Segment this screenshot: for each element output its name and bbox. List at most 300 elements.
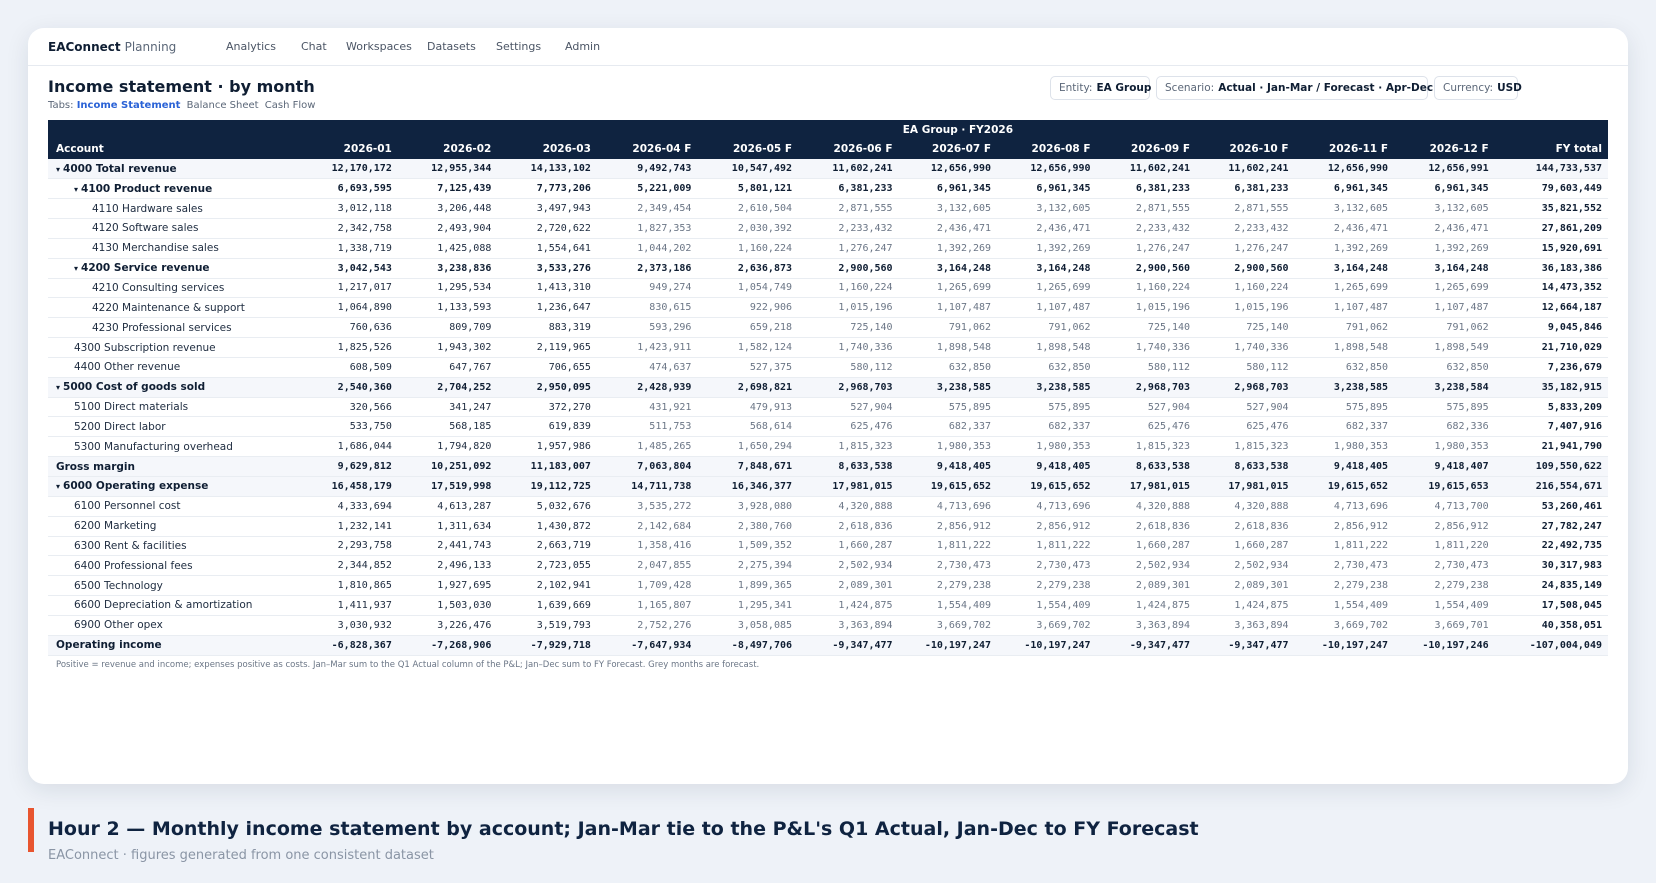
- value-cell: 4,713,696: [997, 496, 1097, 516]
- value-cell: 3,164,248: [1394, 258, 1495, 278]
- value-cell: 1,509,352: [697, 536, 798, 556]
- value-cell: 10,547,492: [697, 159, 798, 179]
- table-row[interactable]: [48, 516, 1608, 536]
- value-cell: 22,492,735: [1495, 536, 1608, 556]
- value-cell: 1,392,269: [1394, 238, 1495, 258]
- table-row[interactable]: [48, 536, 1608, 556]
- account-label: 4110 Hardware sales: [92, 202, 203, 215]
- table-row[interactable]: [48, 417, 1608, 437]
- value-cell: 527,904: [798, 397, 899, 417]
- value-cell: 7,236,679: [1495, 357, 1608, 377]
- value-cell: 632,850: [997, 357, 1097, 377]
- account-label: 4120 Software sales: [92, 222, 199, 235]
- value-cell: -7,647,934: [597, 635, 698, 655]
- value-cell: 625,476: [1196, 417, 1294, 437]
- value-cell: 16,458,179: [308, 477, 398, 497]
- value-cell: 2,900,560: [1196, 258, 1294, 278]
- value-cell: 1,740,336: [1097, 338, 1197, 358]
- table-row[interactable]: [48, 496, 1608, 516]
- value-cell: 5,801,121: [697, 179, 798, 199]
- value-cell: 575,895: [899, 397, 997, 417]
- value-cell: 6,381,233: [1196, 179, 1294, 199]
- value-cell: 10,251,092: [398, 457, 498, 477]
- value-cell: 1,160,224: [697, 238, 798, 258]
- value-cell: 4,713,696: [899, 496, 997, 516]
- value-cell: 6,961,345: [1295, 179, 1395, 199]
- value-cell: 7,773,206: [497, 179, 597, 199]
- value-cell: 1,107,487: [899, 298, 997, 318]
- value-cell: 1,927,695: [398, 576, 498, 596]
- value-cell: 1,686,044: [308, 437, 398, 457]
- value-cell: 2,089,301: [798, 576, 899, 596]
- top-nav: [28, 28, 1628, 66]
- column-header[interactable]: 2026-10 F: [1196, 139, 1294, 159]
- expand-caret-icon[interactable]: ▾: [56, 164, 61, 174]
- value-cell: 9,418,405: [899, 457, 997, 477]
- value-cell: 1,554,409: [1394, 596, 1495, 616]
- table-row[interactable]: [48, 238, 1608, 258]
- value-cell: 1,980,353: [899, 437, 997, 457]
- value-cell: 6,961,345: [899, 179, 997, 199]
- value-cell: 1,265,699: [997, 278, 1097, 298]
- account-label: 5000 Cost of goods sold: [63, 381, 206, 394]
- account-cell: [48, 516, 308, 536]
- value-cell: 2,968,703: [1097, 377, 1197, 397]
- account-cell: [48, 635, 308, 655]
- nav-analytics[interactable]: Analytics: [226, 40, 276, 53]
- value-cell: 2,279,238: [1295, 576, 1395, 596]
- value-cell: 1,044,202: [597, 238, 698, 258]
- column-header[interactable]: 2026-12 F: [1394, 139, 1495, 159]
- value-cell: 1,660,287: [1097, 536, 1197, 556]
- value-cell: 2,871,555: [1097, 199, 1197, 219]
- value-cell: 36,183,386: [1495, 258, 1608, 278]
- value-cell: 1,980,353: [997, 437, 1097, 457]
- value-cell: 3,238,585: [899, 377, 997, 397]
- table-row[interactable]: [48, 298, 1608, 318]
- value-cell: 2,618,836: [1097, 516, 1197, 536]
- value-cell: 1,709,428: [597, 576, 698, 596]
- value-cell: 533,750: [308, 417, 398, 437]
- value-cell: 682,336: [1394, 417, 1495, 437]
- expand-caret-icon[interactable]: ▾: [56, 482, 61, 492]
- value-cell: 2,119,965: [497, 338, 597, 358]
- value-cell: 9,418,405: [1295, 457, 1395, 477]
- table-row[interactable]: [48, 199, 1608, 219]
- account-cell: [48, 397, 308, 417]
- value-cell: 1,015,196: [798, 298, 899, 318]
- value-cell: 1,898,549: [1394, 338, 1495, 358]
- value-cell: 1,554,641: [497, 238, 597, 258]
- value-cell: 12,656,990: [1295, 159, 1395, 179]
- account-label: Gross margin: [56, 460, 135, 473]
- expand-caret-icon[interactable]: ▾: [74, 264, 79, 274]
- value-cell: 2,436,471: [1295, 219, 1395, 239]
- value-cell: 1,815,323: [798, 437, 899, 457]
- value-cell: 2,636,873: [697, 258, 798, 278]
- account-label: 6200 Marketing: [74, 520, 157, 533]
- value-cell: 619,839: [497, 417, 597, 437]
- entity-label: Entity:: [1059, 82, 1093, 94]
- account-label: 6500 Technology: [74, 579, 163, 592]
- value-cell: 30,317,983: [1495, 556, 1608, 576]
- value-cell: 1,794,820: [398, 437, 498, 457]
- value-cell: 3,669,702: [1295, 615, 1395, 635]
- value-cell: 320,566: [308, 397, 398, 417]
- value-cell: 922,906: [697, 298, 798, 318]
- table-row[interactable]: [48, 159, 1608, 179]
- account-label: 4400 Other revenue: [74, 361, 181, 374]
- value-cell: 659,218: [697, 318, 798, 338]
- value-cell: 2,723,055: [497, 556, 597, 576]
- page-title: Income statement · by month: [48, 77, 315, 96]
- value-cell: 1,503,030: [398, 596, 498, 616]
- value-cell: 3,238,836: [398, 258, 498, 278]
- table-row[interactable]: [48, 318, 1608, 338]
- value-cell: 17,519,998: [398, 477, 498, 497]
- value-cell: 2,089,301: [1196, 576, 1294, 596]
- value-cell: 19,615,652: [1295, 477, 1395, 497]
- tabs-label: Tabs:: [48, 100, 74, 111]
- value-cell: 79,603,449: [1495, 179, 1608, 199]
- value-cell: 1,957,986: [497, 437, 597, 457]
- value-cell: 2,871,555: [1196, 199, 1294, 219]
- value-cell: 35,821,552: [1495, 199, 1608, 219]
- value-cell: 1,980,353: [1295, 437, 1395, 457]
- value-cell: -6,828,367: [308, 635, 398, 655]
- value-cell: 1,160,224: [1196, 278, 1294, 298]
- value-cell: -9,347,477: [798, 635, 899, 655]
- value-cell: 2,502,934: [1196, 556, 1294, 576]
- value-cell: 19,615,653: [1394, 477, 1495, 497]
- value-cell: 2,540,360: [308, 377, 398, 397]
- value-cell: 632,850: [1394, 357, 1495, 377]
- value-cell: 372,270: [497, 397, 597, 417]
- value-cell: 12,170,172: [308, 159, 398, 179]
- value-cell: 1,276,247: [1196, 238, 1294, 258]
- value-cell: 1,554,409: [1295, 596, 1395, 616]
- value-cell: 2,436,471: [899, 219, 997, 239]
- value-cell: 1,392,269: [1295, 238, 1395, 258]
- value-cell: 14,133,102: [497, 159, 597, 179]
- value-cell: 40,358,051: [1495, 615, 1608, 635]
- expand-caret-icon[interactable]: ▾: [74, 184, 79, 194]
- value-cell: 625,476: [798, 417, 899, 437]
- value-cell: 580,112: [1097, 357, 1197, 377]
- value-cell: 3,238,585: [997, 377, 1097, 397]
- value-cell: 1,054,749: [697, 278, 798, 298]
- value-cell: 1,811,220: [1394, 536, 1495, 556]
- value-cell: 5,221,009: [597, 179, 698, 199]
- value-cell: 1,554,409: [899, 596, 997, 616]
- account-label: 4200 Service revenue: [81, 262, 210, 275]
- value-cell: 1,485,265: [597, 437, 698, 457]
- app-window: [28, 28, 1628, 784]
- value-cell: 27,861,209: [1495, 219, 1608, 239]
- value-cell: 17,981,015: [798, 477, 899, 497]
- value-cell: 1,232,141: [308, 516, 398, 536]
- income-statement-table: [48, 120, 1608, 656]
- value-cell: 3,206,448: [398, 199, 498, 219]
- account-cell: [48, 357, 308, 377]
- expand-caret-icon[interactable]: ▾: [56, 383, 61, 393]
- value-cell: 682,337: [899, 417, 997, 437]
- table-row[interactable]: [48, 219, 1608, 239]
- value-cell: 2,720,622: [497, 219, 597, 239]
- value-cell: 2,089,301: [1097, 576, 1197, 596]
- value-cell: 2,968,703: [1196, 377, 1294, 397]
- value-cell: 791,062: [1394, 318, 1495, 338]
- value-cell: 4,320,888: [1196, 496, 1294, 516]
- table-row[interactable]: [48, 477, 1608, 497]
- value-cell: 9,418,407: [1394, 457, 1495, 477]
- value-cell: 2,704,252: [398, 377, 498, 397]
- value-cell: 1,133,593: [398, 298, 498, 318]
- value-cell: 3,042,543: [308, 258, 398, 278]
- value-cell: 1,338,719: [308, 238, 398, 258]
- value-cell: 1,898,548: [899, 338, 997, 358]
- account-cell: [48, 179, 308, 199]
- value-cell: 8,633,538: [1196, 457, 1294, 477]
- value-cell: 5,833,209: [1495, 397, 1608, 417]
- brand-logo[interactable]: [48, 40, 176, 54]
- account-label: 4000 Total revenue: [63, 162, 177, 175]
- value-cell: 1,430,872: [497, 516, 597, 536]
- value-cell: 527,375: [697, 357, 798, 377]
- column-header[interactable]: 2026-01: [308, 139, 398, 159]
- value-cell: 1,639,669: [497, 596, 597, 616]
- currency-value: USD: [1497, 82, 1522, 94]
- value-cell: 1,295,341: [697, 596, 798, 616]
- value-cell: 12,656,991: [1394, 159, 1495, 179]
- table-row[interactable]: [48, 338, 1608, 358]
- value-cell: 2,730,473: [1295, 556, 1395, 576]
- value-cell: 1,236,647: [497, 298, 597, 318]
- account-cell: [48, 278, 308, 298]
- value-cell: 2,030,392: [697, 219, 798, 239]
- value-cell: 1,217,017: [308, 278, 398, 298]
- column-header[interactable]: 2026-06 F: [798, 139, 899, 159]
- value-cell: 1,423,911: [597, 338, 698, 358]
- account-label: 6100 Personnel cost: [74, 500, 181, 513]
- account-cell: [48, 199, 308, 219]
- value-cell: 725,140: [1196, 318, 1294, 338]
- value-cell: 2,441,743: [398, 536, 498, 556]
- account-label: 4100 Product revenue: [81, 182, 213, 195]
- value-cell: 3,363,894: [1196, 615, 1294, 635]
- account-cell: [48, 437, 308, 457]
- value-cell: 2,373,186: [597, 258, 698, 278]
- table-row[interactable]: [48, 397, 1608, 417]
- account-label: 6900 Other opex: [74, 619, 163, 632]
- value-cell: 3,363,894: [798, 615, 899, 635]
- value-cell: 3,669,701: [1394, 615, 1495, 635]
- nav-datasets[interactable]: Datasets: [427, 40, 476, 53]
- value-cell: 3,132,605: [1394, 199, 1495, 219]
- table-row[interactable]: [48, 437, 1608, 457]
- currency-selector[interactable]: [1434, 76, 1522, 100]
- value-cell: 2,279,238: [1394, 576, 1495, 596]
- value-cell: -8,497,706: [697, 635, 798, 655]
- value-cell: 6,961,345: [1394, 179, 1495, 199]
- value-cell: 53,260,461: [1495, 496, 1608, 516]
- value-cell: 11,183,007: [497, 457, 597, 477]
- column-header[interactable]: 2026-08 F: [997, 139, 1097, 159]
- value-cell: -10,197,247: [1295, 635, 1395, 655]
- account-cell: [48, 477, 308, 497]
- account-cell: [48, 457, 308, 477]
- tab-balance-sheet[interactable]: Balance Sheet: [186, 100, 259, 111]
- value-cell: 216,554,671: [1495, 477, 1608, 497]
- value-cell: 1,165,807: [597, 596, 698, 616]
- account-cell: [48, 258, 308, 278]
- table-row[interactable]: [48, 596, 1608, 616]
- group-header: EA Group · FY2026: [308, 120, 1608, 139]
- value-cell: 706,655: [497, 357, 597, 377]
- table-row[interactable]: [48, 258, 1608, 278]
- value-cell: 2,968,703: [798, 377, 899, 397]
- value-cell: 19,112,725: [497, 477, 597, 497]
- account-cell: [48, 496, 308, 516]
- value-cell: 575,895: [1394, 397, 1495, 417]
- value-cell: 568,614: [697, 417, 798, 437]
- tab-cash-flow[interactable]: Cash Flow: [264, 100, 316, 111]
- value-cell: 2,279,238: [899, 576, 997, 596]
- value-cell: 474,637: [597, 357, 698, 377]
- value-cell: 3,669,702: [899, 615, 997, 635]
- value-cell: 2,856,912: [899, 516, 997, 536]
- account-cell: [48, 219, 308, 239]
- value-cell: 2,047,855: [597, 556, 698, 576]
- value-cell: 1,554,409: [997, 596, 1097, 616]
- account-cell: [48, 159, 308, 179]
- column-header[interactable]: 2026-05 F: [697, 139, 798, 159]
- value-cell: 3,226,476: [398, 615, 498, 635]
- value-cell: 4,320,888: [1097, 496, 1197, 516]
- entity-selector[interactable]: [1050, 76, 1150, 100]
- value-cell: 568,185: [398, 417, 498, 437]
- value-cell: 1,392,269: [997, 238, 1097, 258]
- account-label: 4130 Merchandise sales: [92, 242, 219, 255]
- value-cell: 2,342,758: [308, 219, 398, 239]
- scenario-selector[interactable]: [1156, 76, 1434, 100]
- table-row[interactable]: [48, 635, 1608, 655]
- value-cell: 2,663,719: [497, 536, 597, 556]
- account-cell: [48, 318, 308, 338]
- value-cell: 6,961,345: [997, 179, 1097, 199]
- value-cell: 2,752,276: [597, 615, 698, 635]
- column-header[interactable]: 2026-03: [497, 139, 597, 159]
- account-cell: [48, 417, 308, 437]
- account-cell: [48, 338, 308, 358]
- value-cell: 5,032,676: [497, 496, 597, 516]
- tab-income-statement[interactable]: Income Statement: [76, 100, 181, 111]
- table-row[interactable]: [48, 278, 1608, 298]
- table-row[interactable]: [48, 556, 1608, 576]
- value-cell: 2,900,560: [798, 258, 899, 278]
- value-cell: 580,112: [1196, 357, 1294, 377]
- value-cell: 2,900,560: [1097, 258, 1197, 278]
- nav-workspaces[interactable]: Workspaces: [346, 40, 412, 53]
- value-cell: 682,337: [997, 417, 1097, 437]
- value-cell: 2,856,912: [997, 516, 1097, 536]
- value-cell: 3,132,605: [997, 199, 1097, 219]
- value-cell: 3,497,943: [497, 199, 597, 219]
- caption-accent-bar: [28, 808, 34, 852]
- value-cell: 27,782,247: [1495, 516, 1608, 536]
- column-header[interactable]: FY total: [1495, 139, 1608, 159]
- column-header[interactable]: 2026-04 F: [597, 139, 698, 159]
- value-cell: 3,535,272: [597, 496, 698, 516]
- value-cell: 9,629,812: [308, 457, 398, 477]
- value-cell: -9,347,477: [1097, 635, 1197, 655]
- value-cell: 2,730,473: [997, 556, 1097, 576]
- value-cell: 1,899,365: [697, 576, 798, 596]
- value-cell: 625,476: [1097, 417, 1197, 437]
- value-cell: 19,615,652: [997, 477, 1097, 497]
- value-cell: 2,618,836: [798, 516, 899, 536]
- account-label: 6400 Professional fees: [74, 559, 193, 572]
- column-header[interactable]: 2026-11 F: [1295, 139, 1395, 159]
- value-cell: 9,045,846: [1495, 318, 1608, 338]
- column-header[interactable]: 2026-09 F: [1097, 139, 1197, 159]
- table-row[interactable]: [48, 615, 1608, 635]
- value-cell: 14,711,738: [597, 477, 698, 497]
- account-label: 5200 Direct labor: [74, 420, 166, 433]
- value-cell: 2,610,504: [697, 199, 798, 219]
- value-cell: 3,132,605: [1295, 199, 1395, 219]
- scenario-value: Actual · Jan-Mar / Forecast · Apr-Dec: [1218, 82, 1434, 94]
- value-cell: 1,107,487: [997, 298, 1097, 318]
- value-cell: 3,132,605: [899, 199, 997, 219]
- value-cell: 1,424,875: [1196, 596, 1294, 616]
- value-cell: 3,928,080: [697, 496, 798, 516]
- value-cell: 1,015,196: [1097, 298, 1197, 318]
- table-row[interactable]: [48, 357, 1608, 377]
- value-cell: 1,811,222: [899, 536, 997, 556]
- value-cell: 12,656,990: [997, 159, 1097, 179]
- column-header-account[interactable]: Account: [48, 139, 308, 159]
- value-cell: 9,418,405: [997, 457, 1097, 477]
- value-cell: 1,413,310: [497, 278, 597, 298]
- value-cell: 12,664,187: [1495, 298, 1608, 318]
- nav-settings[interactable]: Settings: [496, 40, 542, 53]
- account-label: Operating income: [56, 639, 162, 652]
- account-cell: [48, 298, 308, 318]
- table-row[interactable]: [48, 179, 1608, 199]
- nav-admin[interactable]: Admin: [565, 40, 601, 53]
- column-header[interactable]: 2026-07 F: [899, 139, 997, 159]
- value-cell: 1,425,088: [398, 238, 498, 258]
- value-cell: 1,358,416: [597, 536, 698, 556]
- table-row[interactable]: [48, 576, 1608, 596]
- caption-subtitle: EAConnect · figures generated from one consistent dataset: [48, 848, 434, 863]
- table-row[interactable]: [48, 457, 1608, 477]
- value-cell: 4,613,287: [398, 496, 498, 516]
- table-row[interactable]: [48, 377, 1608, 397]
- value-cell: 2,380,760: [697, 516, 798, 536]
- value-cell: 2,493,904: [398, 219, 498, 239]
- value-cell: 19,615,652: [899, 477, 997, 497]
- account-label: 6000 Operating expense: [63, 480, 209, 493]
- column-header[interactable]: 2026-02: [398, 139, 498, 159]
- value-cell: 1,265,699: [899, 278, 997, 298]
- value-cell: 341,247: [398, 397, 498, 417]
- value-cell: 2,102,941: [497, 576, 597, 596]
- brand-product: Planning: [124, 39, 177, 54]
- value-cell: -10,197,247: [997, 635, 1097, 655]
- nav-chat[interactable]: Chat: [301, 40, 327, 53]
